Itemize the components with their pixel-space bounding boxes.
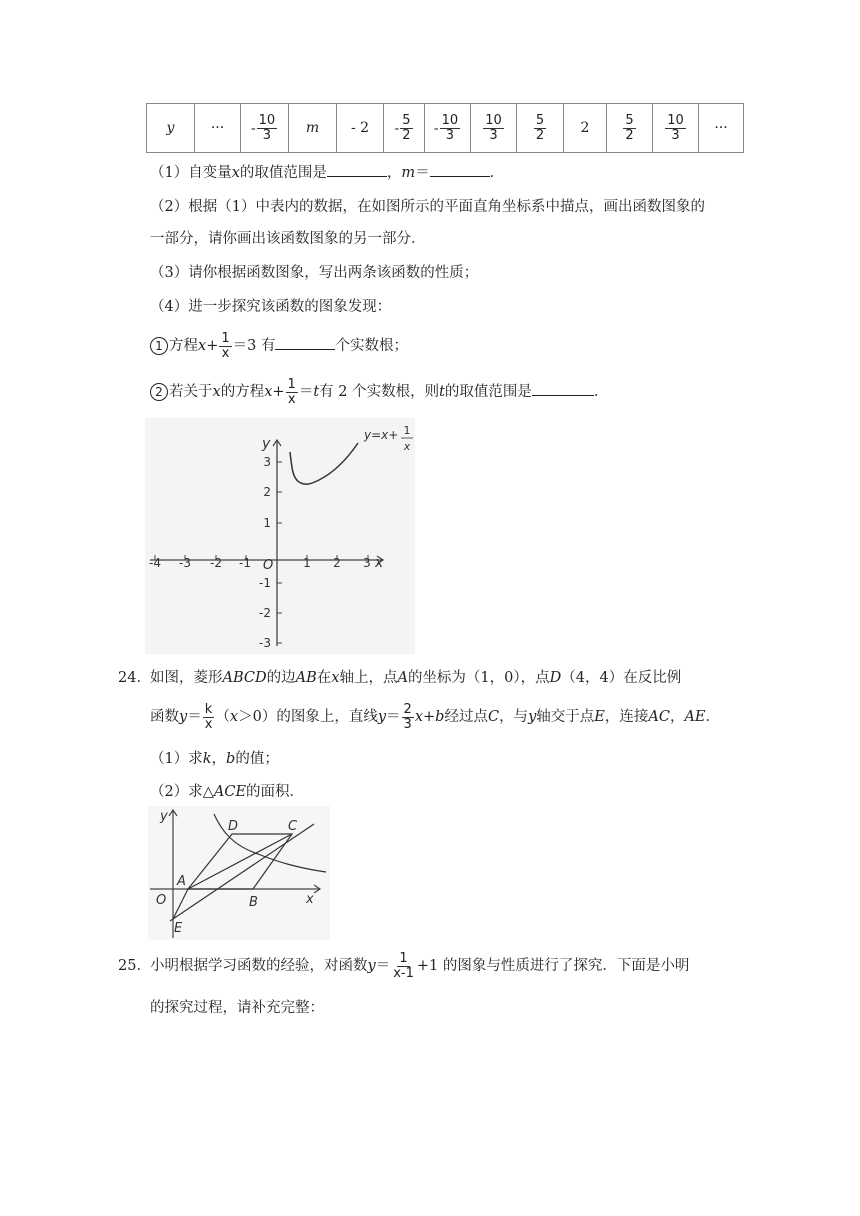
- x-tick-label: -4: [149, 556, 161, 570]
- x-tick-label: 1: [303, 556, 311, 570]
- y-tick-label: 3: [263, 455, 271, 469]
- table-cell: y: [147, 104, 195, 153]
- x-tick-label: -3: [179, 556, 191, 570]
- table-cell: $\frac{10}{3}$: [653, 104, 699, 153]
- point-b-label: B: [249, 895, 258, 910]
- q23-part3: （3）请你根据函数图象，写出两条该函数的性质；: [150, 265, 479, 281]
- graph-background: [145, 418, 415, 654]
- x-axis-label: x: [375, 555, 384, 571]
- x-tick-label: 3: [363, 556, 371, 570]
- point-e-label: E: [174, 921, 183, 936]
- x-tick-label: 2: [333, 556, 341, 570]
- y-tick-label: -2: [259, 606, 271, 620]
- curve-label-numerator: 1: [403, 424, 411, 437]
- q23-part2-line1: （2）根据（1）中表内的数据，在如图所示的平面直角坐标系中描点，画出函数图象的: [150, 199, 705, 215]
- q23-part2-line2: 一部分，请你画出该函数图象的另一部分．: [150, 231, 426, 247]
- point-d-label: D: [228, 819, 239, 834]
- q23-part1: （1）自变量x的取值范围是 ，m＝ ．: [150, 162, 504, 184]
- y-axis-label: y: [160, 809, 168, 824]
- x-tick-label: -1: [239, 556, 251, 570]
- curve-label-denominator: x: [403, 440, 411, 453]
- curve-label: y=x+: [364, 428, 399, 442]
- function-graph: [145, 418, 415, 654]
- q25-line1: 小明根据学习函数的经验，对函数y＝ $\frac{1}{x-1}$ +1 的图象与性质进行了探究．下面是小明: [150, 950, 690, 981]
- table-cell: - $\frac{10}{3}$: [425, 104, 471, 153]
- table-cell: ···: [699, 104, 744, 153]
- q23-part4: （4）进一步探究该函数的图象发现：: [150, 299, 392, 315]
- q25-number: 25．: [118, 958, 151, 974]
- q24-line2: 函数y＝ $\frac{k}{x}$ （x＞0）的图象上，直线y＝ $\frac{2}{3}$ x+b经过点C，与y轴交于点E，连接AC，AE．: [150, 701, 720, 732]
- table-cell: m: [289, 104, 337, 153]
- table-row: [147, 104, 744, 153]
- x-tick-label: -2: [210, 556, 222, 570]
- q24-part2: （2）求△ACE的面积．: [150, 784, 305, 800]
- q23-sub1: 1 方程x+ $\frac{1}{x}$ ＝3 有 个实数根；: [150, 331, 408, 361]
- figure-background: [148, 806, 330, 940]
- rhombus-figure: [148, 806, 330, 940]
- origin-label: O: [156, 893, 167, 908]
- value-table: [146, 103, 744, 153]
- y-axis-label: y: [262, 436, 271, 452]
- y-tick-label: 1: [263, 516, 271, 530]
- y-tick-label: -1: [259, 576, 271, 590]
- y-tick-label: -3: [259, 636, 271, 650]
- table-cell: $\frac{5}{2}$: [517, 104, 564, 153]
- table-cell: ···: [195, 104, 241, 153]
- table-cell: - 2: [337, 104, 384, 153]
- y-tick-label: 2: [263, 485, 271, 499]
- point-c-label: C: [288, 819, 298, 834]
- table-cell: $\frac{10}{3}$: [471, 104, 517, 153]
- table-cell: - $\frac{10}{3}$: [241, 104, 289, 153]
- q24-number: 24．: [118, 670, 151, 686]
- x-axis-label: x: [306, 892, 314, 907]
- table-cell: 2: [564, 104, 607, 153]
- q25-line2: 的探究过程，请补充完整：: [150, 1000, 324, 1016]
- origin-label: O: [263, 558, 274, 573]
- q23-sub2: 2 若关于x的方程x+ $\frac{1}{x}$ ＝t有 2 个实数根，则t的取值范围是 ．: [150, 377, 608, 407]
- table-cell: - $\frac{5}{2}$: [384, 104, 425, 153]
- point-a-label: A: [177, 874, 186, 889]
- q24-line1: 如图，菱形ABCD的边AB在x轴上，点A的坐标为（1，0），点D（4，4）在反比例: [150, 670, 682, 686]
- table-cell: $\frac{5}{2}$: [607, 104, 653, 153]
- q24-part1: （1）求k，b的值；: [150, 751, 279, 767]
